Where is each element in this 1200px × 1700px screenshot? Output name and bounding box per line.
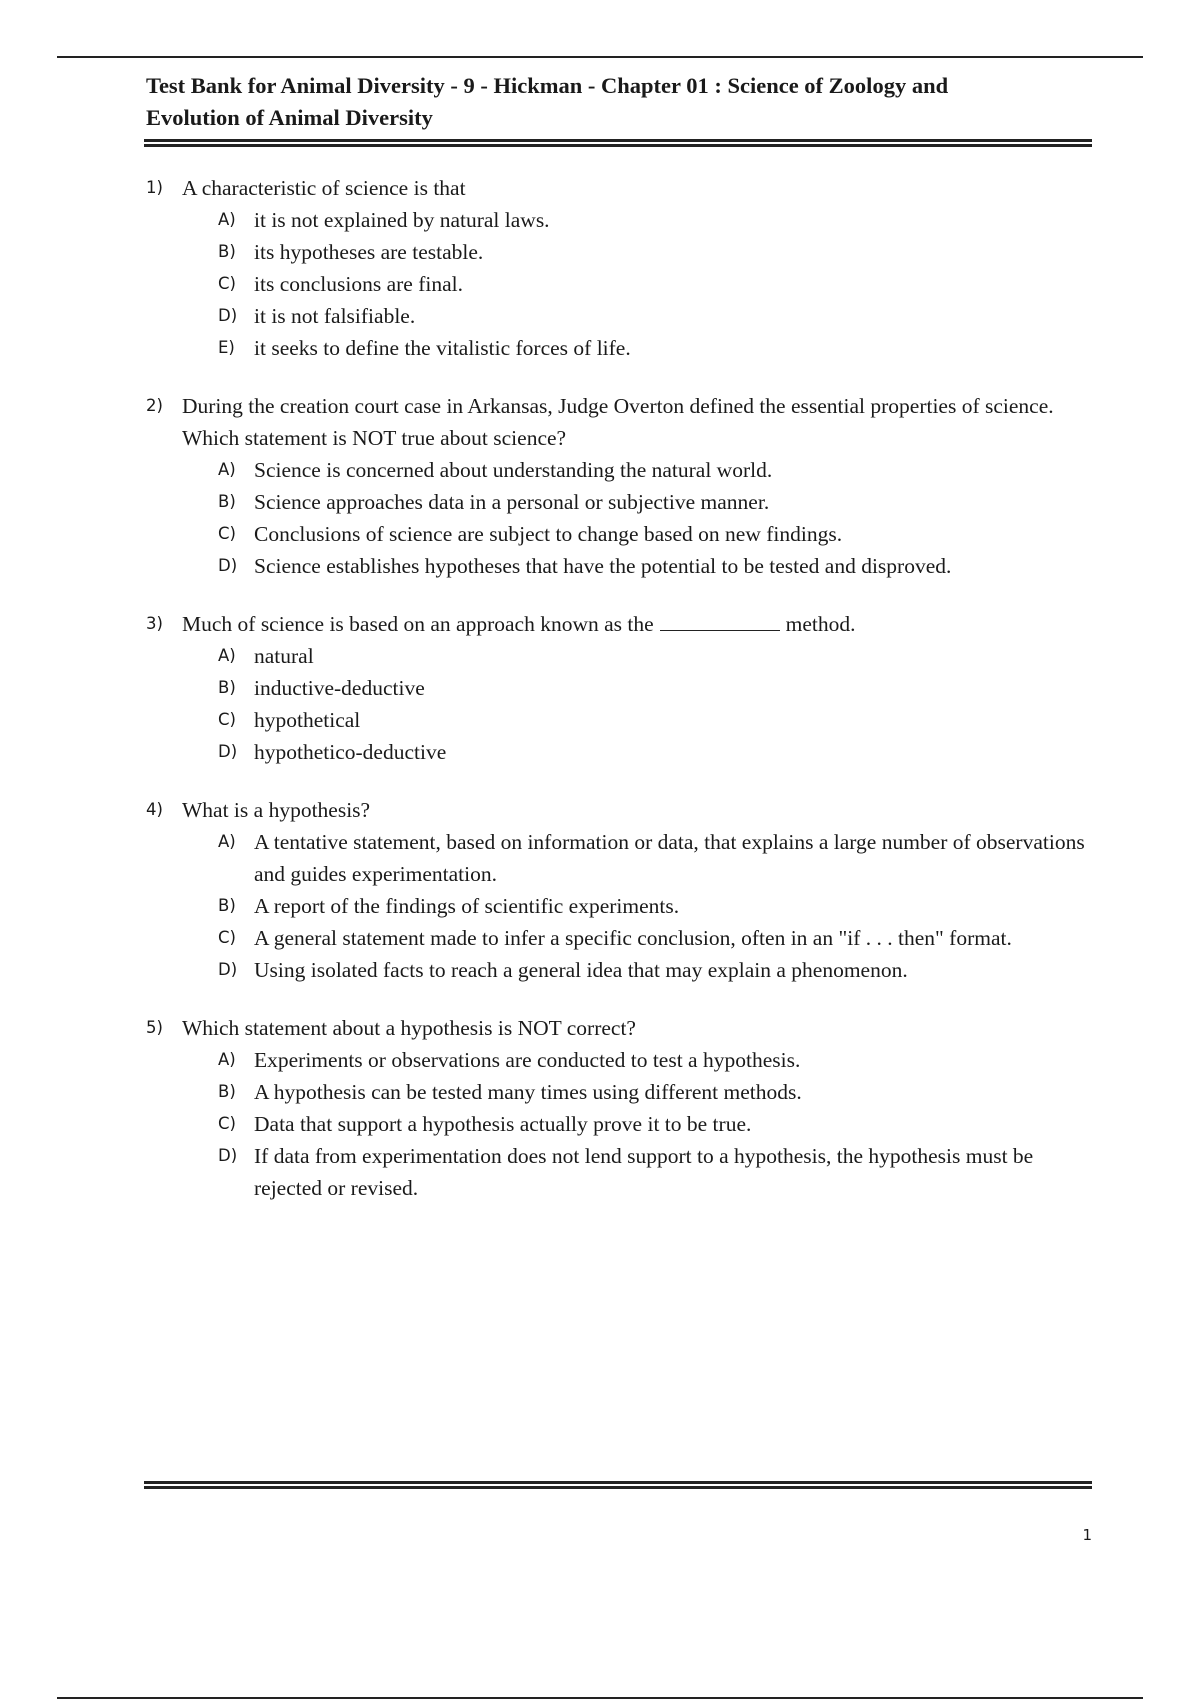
option-d — [218, 954, 1096, 986]
option-text: Experiments or observations are conducted to test a hypothesis. — [254, 1048, 801, 1072]
question-text: What is a hypothesis? — [182, 798, 371, 822]
question-number: 5) — [146, 1018, 163, 1037]
option-text: A hypothesis can be tested many times using different methods. — [254, 1080, 802, 1104]
option-letter: C) — [218, 274, 236, 293]
question-4 — [146, 794, 1096, 986]
question-stem — [146, 794, 1096, 826]
option-d — [218, 300, 1096, 332]
option-b — [218, 236, 1096, 268]
top-rule — [57, 56, 1143, 58]
option-letter: C) — [218, 710, 236, 729]
option-text: Science is concerned about understanding the natural world. — [254, 458, 773, 482]
option-text: Using isolated facts to reach a general idea that may explain a phenomenon. — [254, 958, 908, 982]
option-letter: A) — [218, 832, 236, 851]
option-c — [218, 268, 1096, 300]
option-letter: C) — [218, 928, 236, 947]
option-letter: A) — [218, 646, 236, 665]
question-number: 4) — [146, 800, 163, 819]
question-text: During the creation court case in Arkansas, Judge Overton defined the essential properties of science. Which statement is NOT true about science? — [182, 394, 1054, 450]
answer-options — [146, 826, 1096, 986]
question-5 — [146, 1012, 1096, 1204]
option-a — [218, 640, 1096, 672]
option-letter: D) — [218, 556, 238, 575]
option-a — [218, 1044, 1096, 1076]
option-letter: A) — [218, 1050, 236, 1069]
option-b — [218, 486, 1096, 518]
question-number: 1) — [146, 178, 163, 197]
option-letter: C) — [218, 1114, 236, 1133]
question-stem — [146, 172, 1096, 204]
option-letter: D) — [218, 306, 238, 325]
option-letter: B) — [218, 1082, 236, 1101]
answer-options — [146, 204, 1096, 364]
option-text: inductive-deductive — [254, 676, 425, 700]
option-text: natural — [254, 644, 314, 668]
header-double-rule — [144, 139, 1092, 147]
option-letter: D) — [218, 742, 238, 761]
answer-options — [146, 1044, 1096, 1204]
title-line-2: Evolution of Animal Diversity — [146, 105, 433, 130]
document-title — [146, 70, 1086, 134]
bottom-rule — [57, 1697, 1143, 1699]
option-letter: B) — [218, 242, 236, 261]
option-text: If data from experimentation does not lend support to a hypothesis, the hypothesis must be rejected or revised. — [254, 1144, 1034, 1200]
question-text-before-blank: Much of science is based on an approach known as the — [182, 612, 654, 636]
page-number: 1 — [1082, 1526, 1092, 1544]
option-text: hypothetical — [254, 708, 361, 732]
option-text: it is not falsifiable. — [254, 304, 416, 328]
question-text: A characteristic of science is that — [182, 176, 466, 200]
option-b — [218, 1076, 1096, 1108]
option-text: A report of the findings of scientific experiments. — [254, 894, 680, 918]
option-letter: B) — [218, 492, 236, 511]
question-number: 3) — [146, 614, 163, 633]
title-line-1: Test Bank for Animal Diversity - 9 - Hickman - Chapter 01 : Science of Zoology and — [146, 73, 949, 98]
option-c — [218, 922, 1096, 954]
option-text: Science establishes hypotheses that have the potential to be tested and disproved. — [254, 554, 952, 578]
option-text: its conclusions are final. — [254, 272, 463, 296]
option-letter: A) — [218, 460, 236, 479]
option-text: it is not explained by natural laws. — [254, 208, 550, 232]
question-text: Which statement about a hypothesis is NOT correct? — [182, 1016, 636, 1040]
question-stem — [146, 390, 1096, 454]
option-text: Science approaches data in a personal or subjective manner. — [254, 490, 770, 514]
option-text: hypothetico-deductive — [254, 740, 447, 764]
question-1 — [146, 172, 1096, 364]
option-b — [218, 672, 1096, 704]
option-text: it seeks to define the vitalistic forces of life. — [254, 336, 631, 360]
option-letter: C) — [218, 524, 236, 543]
option-d — [218, 1140, 1096, 1204]
option-text: A tentative statement, based on information or data, that explains a large number of observations and guides experimentation. — [254, 830, 1085, 886]
question-3 — [146, 608, 1096, 768]
option-a — [218, 454, 1096, 486]
option-letter: A) — [218, 210, 236, 229]
option-letter: D) — [218, 960, 238, 979]
question-stem — [146, 1012, 1096, 1044]
option-c — [218, 1108, 1096, 1140]
option-letter: B) — [218, 678, 236, 697]
question-2 — [146, 390, 1096, 582]
option-text: Data that support a hypothesis actually prove it to be true. — [254, 1112, 752, 1136]
question-text-after-blank: method. — [785, 612, 856, 636]
option-c — [218, 704, 1096, 736]
option-a — [218, 826, 1096, 890]
fill-in-blank — [660, 612, 780, 631]
option-text: Conclusions of science are subject to change based on new findings. — [254, 522, 843, 546]
option-letter: E) — [218, 338, 235, 357]
option-text: its hypotheses are testable. — [254, 240, 484, 264]
answer-options — [146, 640, 1096, 768]
question-stem — [146, 608, 1096, 640]
option-c — [218, 518, 1096, 550]
option-a — [218, 204, 1096, 236]
question-number: 2) — [146, 396, 163, 415]
option-letter: B) — [218, 896, 236, 915]
option-letter: D) — [218, 1146, 238, 1165]
footer-double-rule — [144, 1481, 1092, 1489]
option-e — [218, 332, 1096, 364]
question-list — [146, 172, 1096, 1204]
option-b — [218, 890, 1096, 922]
document-header — [146, 70, 1086, 134]
option-d — [218, 550, 1096, 582]
option-d — [218, 736, 1096, 768]
option-text: A general statement made to infer a specific conclusion, often in an "if . . . then" format. — [254, 926, 1012, 950]
answer-options — [146, 454, 1096, 582]
